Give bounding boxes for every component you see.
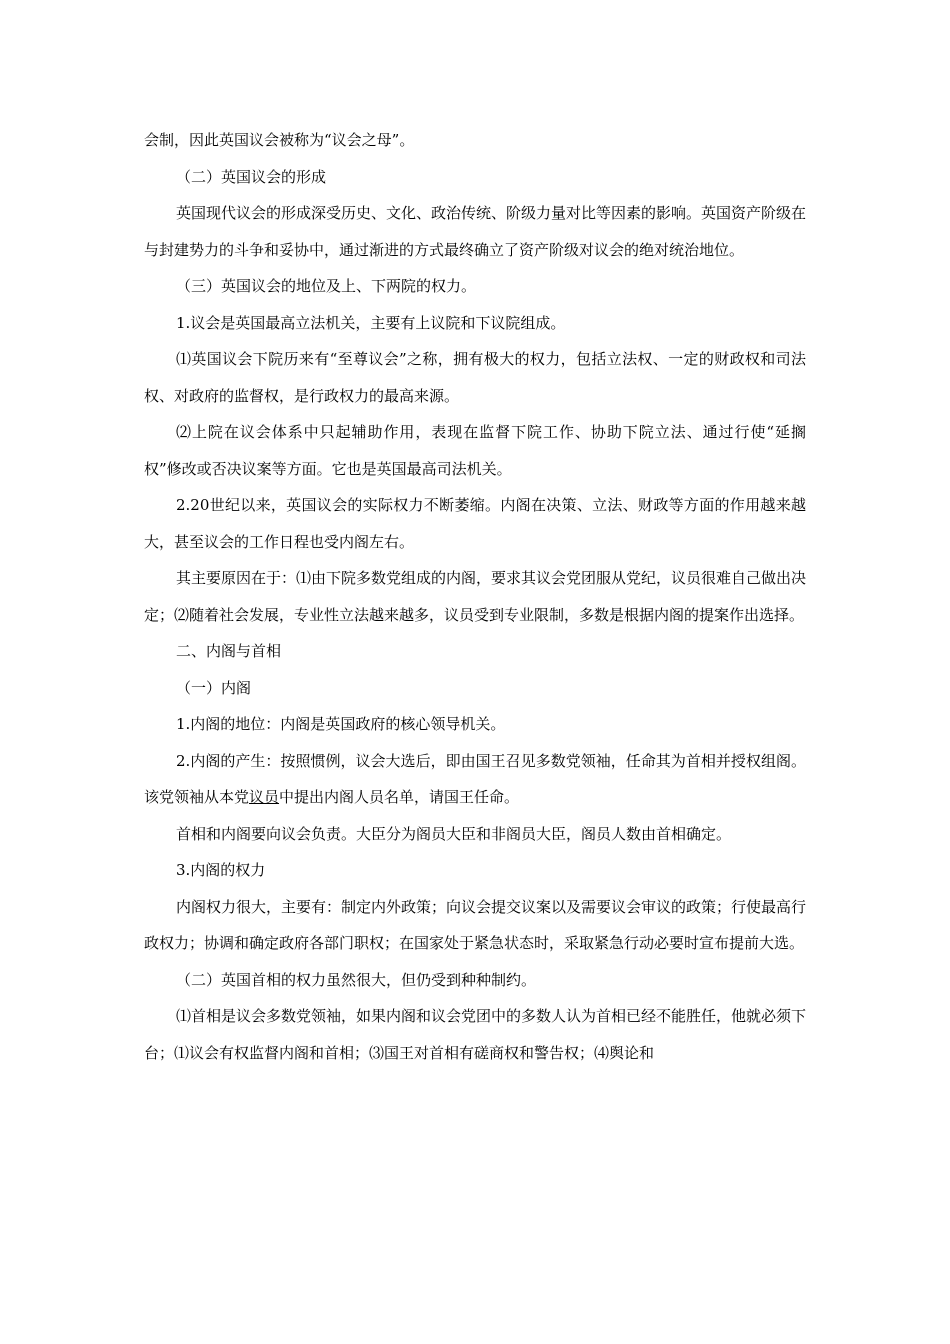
heading-pm-constraints: （二）英国首相的权力虽然很大，但仍受到种种制约。 [176,970,537,989]
cabinet-formation-text-after: 中提出内阁人员名单，请国王任命。 [279,788,520,806]
underlined-term-mp: 议员 [249,788,280,806]
paragraph-parliament-mother: 会制，因此英国议会被称为“议会之母”。 [144,131,415,149]
paragraph-cabinet-power-body: 内阁权力很大，主要有：制定内外政策；向议会提交议案以及需要议会审议的政策；行使最高行政权力；协调和确定政府各部门职权；在国家处于紧急状态时，采取紧急行动必要时宣布提前大选。 [144,897,807,952]
paragraph-power-shrinking: 2.20世纪以来，英国议会的实际权力不断萎缩。内阁在决策、立法、财政等方面的作用越来越大，甚至议会的工作日程也受内阁左右。 [144,496,806,551]
paragraph-cabinet-status: 1.内阁的地位：内阁是英国政府的核心领导机关。 [176,715,506,733]
heading-cabinet-power: 3.内阁的权力 [176,861,266,879]
heading-cabinet: （一）内阁 [176,678,252,697]
heading-parliament-formation: （二）英国议会的形成 [176,167,327,186]
paragraph-cabinet-formation [144,743,806,816]
heading-parliament-status: （三）英国议会的地位及上、下两院的权力。 [176,277,477,295]
cabinet-formation-text-before: 2.内阁的产生：按照惯例，议会大选后，即由国王召见多数党领袖，任命其为首相并授权组阁。该党领袖从本党 [144,751,806,806]
paragraph-lower-house: ⑴英国议会下院历来有“至尊议会”之称，拥有极大的权力，包括立法权、一定的财政权和司法权、对政府的监督权，是行政权力的最高来源。 [144,350,806,405]
document-page [144,122,806,1071]
paragraph-legislature: 1.议会是英国最高立法机关，主要有上议院和下议院组成。 [176,313,566,332]
heading-cabinet-pm: 二、内阁与首相 [176,642,282,660]
paragraph-formation-body: 英国现代议会的形成深受历史、文化、政治传统、阶级力量对比等因素的影响。英国资产阶级在与封建势力的斗争和妥协中，通过渐进的方式最终确立了资产阶级对议会的绝对统治地位。 [144,204,807,259]
paragraph-main-reasons: 其主要原因在于：⑴由下院多数党组成的内阁，要求其议会党团服从党纪，议员很难自己做出决定；⑵随着社会发展，专业性立法越来越多，议员受到专业限制，多数是根据内阁的提案作出选择。 [144,569,807,624]
paragraph-upper-house: ⑵上院在议会体系中只起辅助作用，表现在监督下院工作、协助下院立法、通过行使“延搁权”修改或否决议案等方面。它也是英国最高司法机关。 [144,423,806,478]
paragraph-responsibility: 首相和内阁要向议会负责。大臣分为阁员大臣和非阁员大臣，阁员人数由首相确定。 [176,824,732,843]
paragraph-pm-constraints-body: ⑴首相是议会多数党领袖，如果内阁和议会党团中的多数人认为首相已经不能胜任，他就必须下台；⑴议会有权监督内阁和首相；⑶国王对首相有磋商权和警告权；⑷舆论和 [144,1007,807,1062]
